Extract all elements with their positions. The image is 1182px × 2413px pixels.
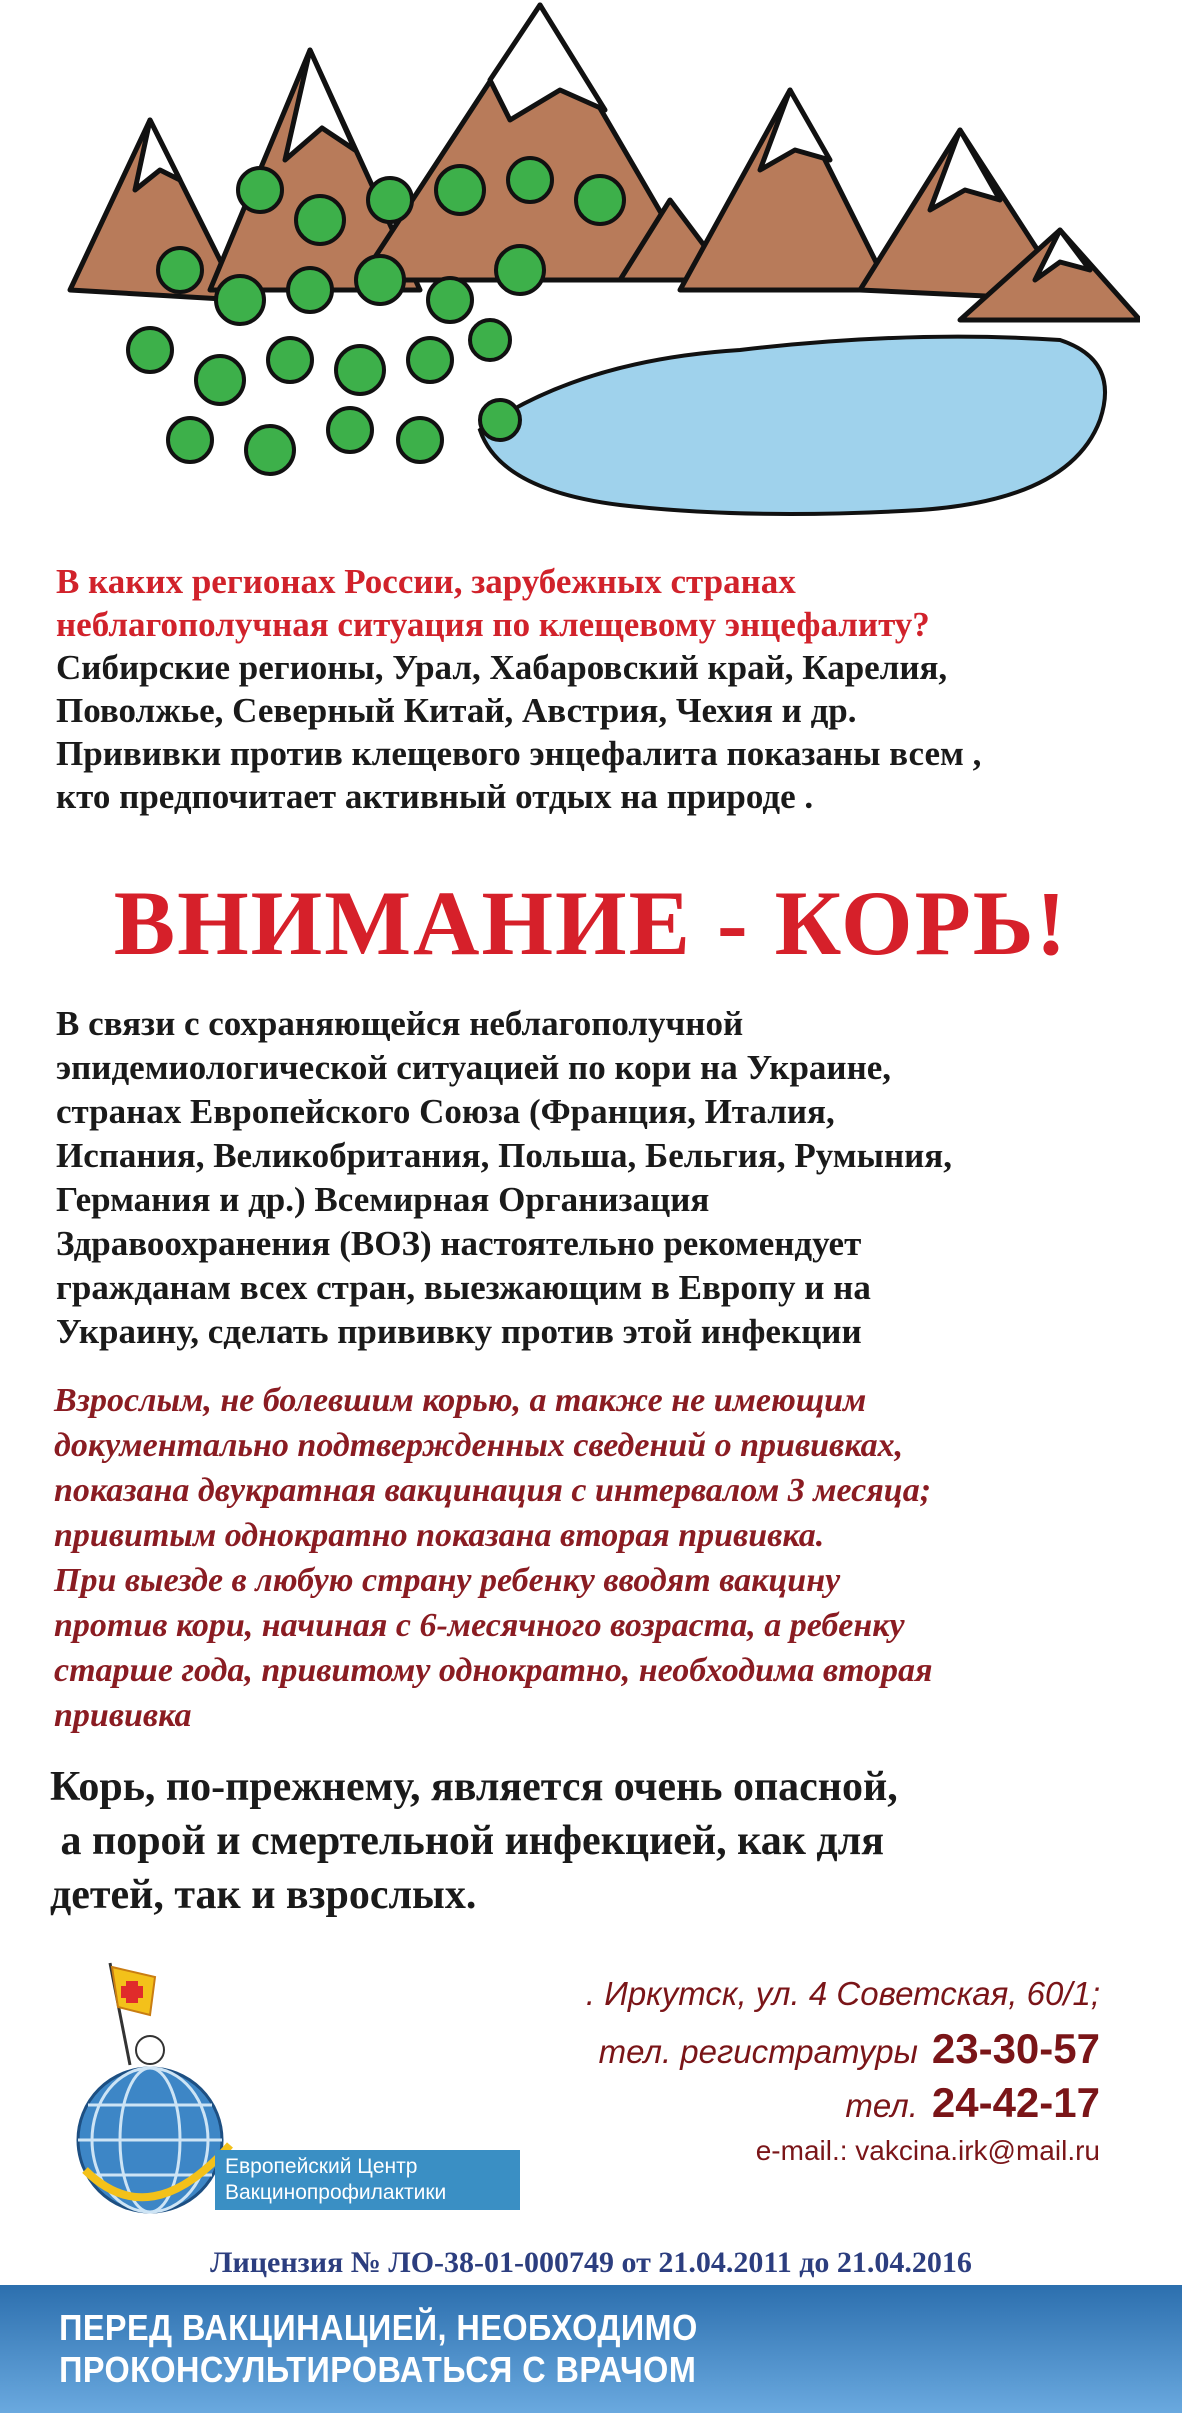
text-line: При выезде в любую страну ребенку вводят вакцину [54, 1562, 841, 1599]
logo-line1: Европейский Центр [225, 2155, 418, 2178]
answer-line2: Поволжье, Северный Китай, Австрия, Чехия и др. [56, 691, 857, 730]
phone-number: 24-42-17 [931, 2079, 1100, 2126]
text-line: а порой и смертельной инфекцией, как для [50, 1818, 884, 1864]
encephalitis-section [56, 560, 1156, 818]
address: . Иркутск, ул. 4 Советская, 60/1; [585, 1975, 1100, 2012]
registry-label: тел. регистратуры [598, 2033, 918, 2070]
text-line: странах Европейского Союза (Франция, Италия, [56, 1092, 835, 1131]
measles-paragraph-2 [54, 1378, 1154, 1738]
text-line: гражданам всех стран, выезжающим в Европу и на [56, 1268, 871, 1307]
lake-shape [480, 337, 1105, 514]
registry-phone [586, 2025, 1100, 2073]
question-heading-line2: неблагополучная ситуация по клещевому энцефалиту? [56, 605, 930, 644]
text-line: Украину, сделать прививку против этой инфекции [56, 1312, 862, 1351]
text-line: Взрослым, не болевшим корью, а также не имеющим [54, 1382, 867, 1419]
measles-paragraph-3 [50, 1760, 1150, 1922]
text-line: привитым однократно показана вторая прививка. [54, 1517, 825, 1554]
answer-line1: Сибирские регионы, Урал, Хабаровский край, Карелия, [56, 648, 948, 687]
mountain-range [70, 5, 1140, 320]
footer-text: ПЕРЕД ВАКЦИНАЦИЕЙ, НЕОБХОДИМО ПРОКОНСУЛЬТИРОВАТЬСЯ С ВРАЧОМ [59, 2307, 698, 2390]
text-line: показана двукратная вакцинация с интервалом 3 месяца; [54, 1472, 932, 1509]
footer-banner [0, 2285, 1182, 2413]
text-line: эпидемиологической ситуацией по кори на Украине, [56, 1048, 892, 1087]
text-line: прививка [54, 1697, 192, 1734]
answer-line3: Прививки против клещевого энцефалита показаны всем , [56, 734, 982, 773]
text-line: Здравоохранения (ВОЗ) настоятельно рекомендует [56, 1224, 862, 1263]
text-line: детей, так и взрослых. [50, 1872, 477, 1918]
measles-headline: ВНИМАНИЕ - КОРЬ! [113, 872, 1069, 974]
text-line: старше года, привитому однократно, необходима вторая [54, 1652, 933, 1689]
text-line: против кори, начиная с 6-месячного возраста, а ребенку [54, 1607, 905, 1644]
phone-label: тел. [845, 2087, 918, 2124]
text-line: Германия и др.) Всемирная Организация [56, 1180, 710, 1219]
text-line: Корь, по-прежнему, является очень опасной, [50, 1764, 898, 1810]
contacts-block [586, 1975, 1100, 2167]
license-text: Лицензия № ЛО-38-01-000749 от 21.04.2011 до 21.04.2016 [210, 2246, 972, 2279]
measles-paragraph-1 [56, 1002, 1146, 1354]
registry-number: 23-30-57 [931, 2025, 1100, 2072]
email: e-mail.: vakcina.irk@mail.ru [755, 2135, 1100, 2166]
text-line: Испания, Великобритания, Польша, Бельгия, Румыния, [56, 1136, 952, 1175]
logo-caption [215, 2150, 520, 2210]
text-line: документально подтвержденных сведений о прививках, [54, 1427, 904, 1464]
question-heading-line1: В каких регионах России, зарубежных странах [56, 562, 796, 601]
text-line: В связи с сохраняющейся неблагополучной [56, 1004, 744, 1043]
answer-line4: кто предпочитает активный отдых на природе . [56, 777, 814, 816]
mountains-illustration [60, 0, 1140, 545]
logo-line2: Вакцинопрофилактики [225, 2181, 447, 2204]
phone [586, 2079, 1100, 2127]
